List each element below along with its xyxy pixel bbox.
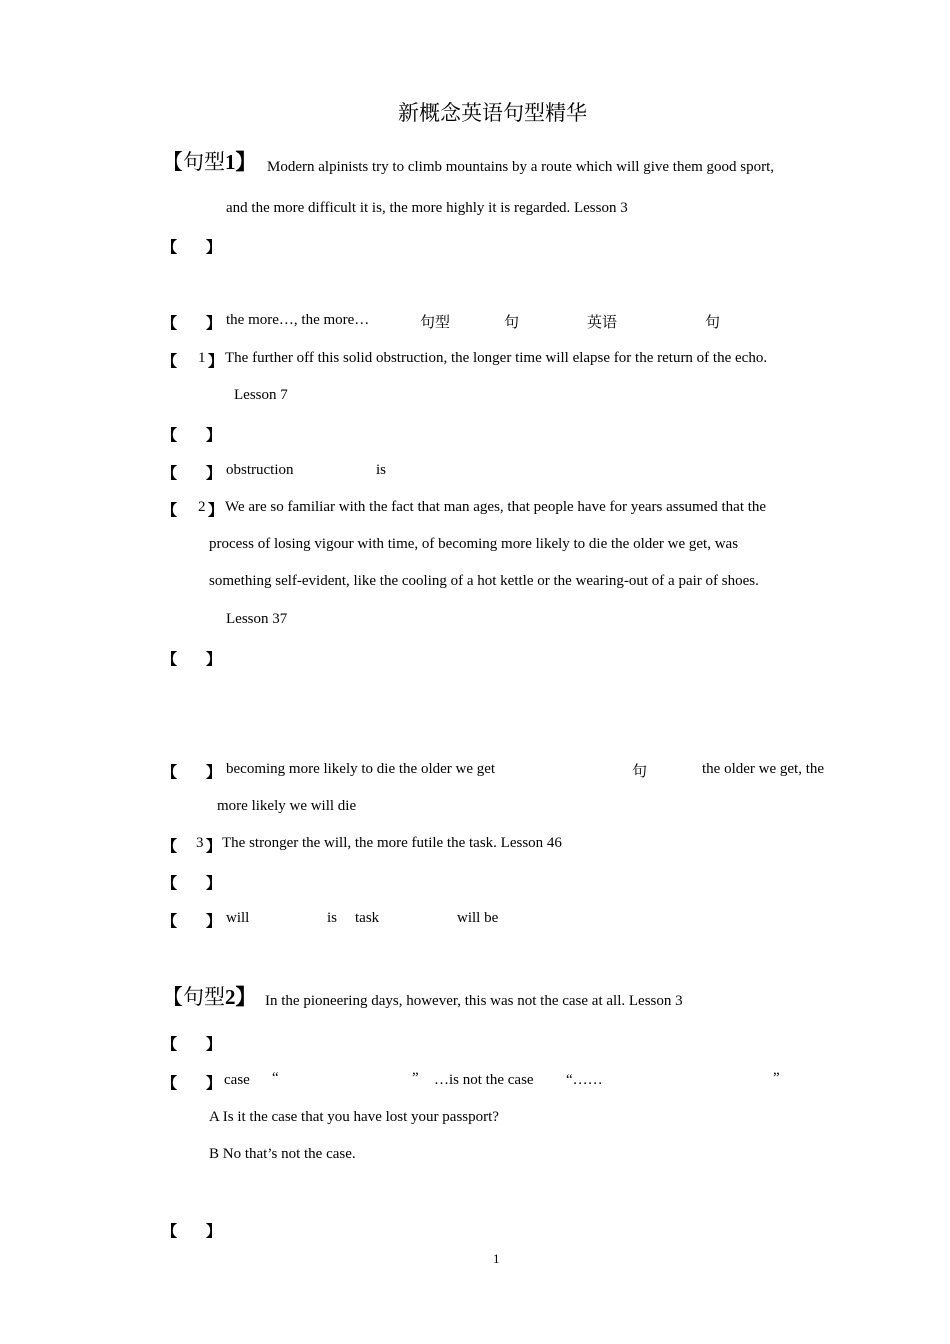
- bracket-close: 】: [206, 466, 222, 482]
- note-text: is: [327, 910, 338, 926]
- bracket-open: 【: [162, 466, 178, 482]
- note-text: obstruction: [226, 462, 294, 478]
- note-text: …is not the case: [434, 1072, 534, 1088]
- bracket-open: 【: [162, 839, 178, 855]
- bracket-close: 】: [206, 876, 222, 892]
- heading-number: 2: [225, 985, 236, 1009]
- heading-close: 】: [235, 150, 257, 174]
- bracket-close: 】: [206, 914, 222, 930]
- bracket-close: 】: [206, 428, 222, 444]
- note-text: the older we get, the: [702, 761, 825, 777]
- example-1-line-1: The further off this solid obstruction, the longer time will elapse for the return of the echo.: [225, 350, 768, 366]
- bracket-close: 】: [206, 765, 222, 781]
- page-title: 新概念英语句型精华: [398, 101, 587, 125]
- note-text: will be: [457, 910, 499, 926]
- bracket-open: 【: [162, 765, 178, 781]
- note-text: more likely we will die: [217, 798, 357, 814]
- section-1-sentence-line-1: Modern alpinists try to climb mountains by a route which will give them good sport,: [267, 159, 775, 175]
- note-text: becoming more likely to die the older we get: [226, 761, 496, 777]
- example-2-line-3: something self-evident, like the cooling of a hot kettle or the wearing-out of a pair of shoes.: [209, 573, 759, 589]
- section-2-heading: [162, 981, 257, 1011]
- note-text: “: [272, 1070, 279, 1086]
- heading-open: 【句型: [162, 985, 225, 1009]
- example-2-line-4: Lesson 37: [226, 611, 288, 627]
- bracket-open: 【: [162, 652, 178, 668]
- note-text: case: [224, 1072, 250, 1088]
- bracket-close: 】: [206, 316, 222, 332]
- bracket-close: 】: [206, 839, 222, 855]
- bracket-open: 【: [162, 316, 178, 332]
- bracket-close: 】: [206, 1076, 222, 1092]
- bracket-open: 【: [162, 428, 178, 444]
- bracket-open: 【: [162, 1037, 178, 1053]
- note-text: the more…, the more…: [226, 312, 370, 328]
- bracket-open: 【: [162, 1224, 178, 1240]
- note-text: ”: [773, 1070, 780, 1086]
- bracket-open: 【: [162, 876, 178, 892]
- bracket-close: 】: [208, 354, 224, 370]
- bracket-open: 【: [162, 240, 178, 256]
- bracket-close: 】: [208, 503, 224, 519]
- example-number: 3: [196, 835, 204, 851]
- example-a: A Is it the case that you have lost your passport?: [209, 1109, 499, 1125]
- example-2-line-1: We are so familiar with the fact that man ages, that people have for years assumed that the: [225, 499, 767, 515]
- note-text: “……: [566, 1072, 603, 1088]
- section-1-heading: [162, 146, 257, 176]
- example-number: 1: [198, 350, 206, 366]
- note-word: 英语: [587, 315, 618, 331]
- heading-open: 【句型: [162, 150, 225, 174]
- section-2-sentence: In the pioneering days, however, this was not the case at all. Lesson 3: [265, 993, 683, 1009]
- note-text: is: [376, 462, 387, 478]
- section-1-sentence-line-2: and the more difficult it is, the more highly it is regarded. Lesson 3: [226, 200, 628, 216]
- note-word: 句: [504, 315, 520, 331]
- note-word: 句: [632, 764, 648, 780]
- bracket-open: 【: [162, 503, 178, 519]
- bracket-close: 】: [206, 1224, 222, 1240]
- bracket-close: 】: [206, 240, 222, 256]
- example-b: B No that’s not the case.: [209, 1146, 356, 1162]
- example-number: 2: [198, 499, 206, 515]
- bracket-open: 【: [162, 1076, 178, 1092]
- bracket-close: 】: [206, 652, 222, 668]
- heading-close: 】: [235, 985, 257, 1009]
- note-text: ”: [412, 1070, 419, 1086]
- bracket-close: 】: [206, 1037, 222, 1053]
- note-word: 句: [705, 315, 721, 331]
- example-2-line-2: process of losing vigour with time, of becoming more likely to die the older we get, was: [209, 536, 739, 552]
- example-3-text: The stronger the will, the more futile the task. Lesson 46: [222, 835, 562, 851]
- note-word: 句型: [420, 315, 451, 331]
- page-number: 1: [493, 1251, 500, 1266]
- note-text: will: [226, 910, 250, 926]
- example-1-line-2: Lesson 7: [234, 387, 288, 403]
- bracket-open: 【: [162, 354, 178, 370]
- bracket-open: 【: [162, 914, 178, 930]
- heading-number: 1: [225, 150, 236, 174]
- note-text: task: [355, 910, 380, 926]
